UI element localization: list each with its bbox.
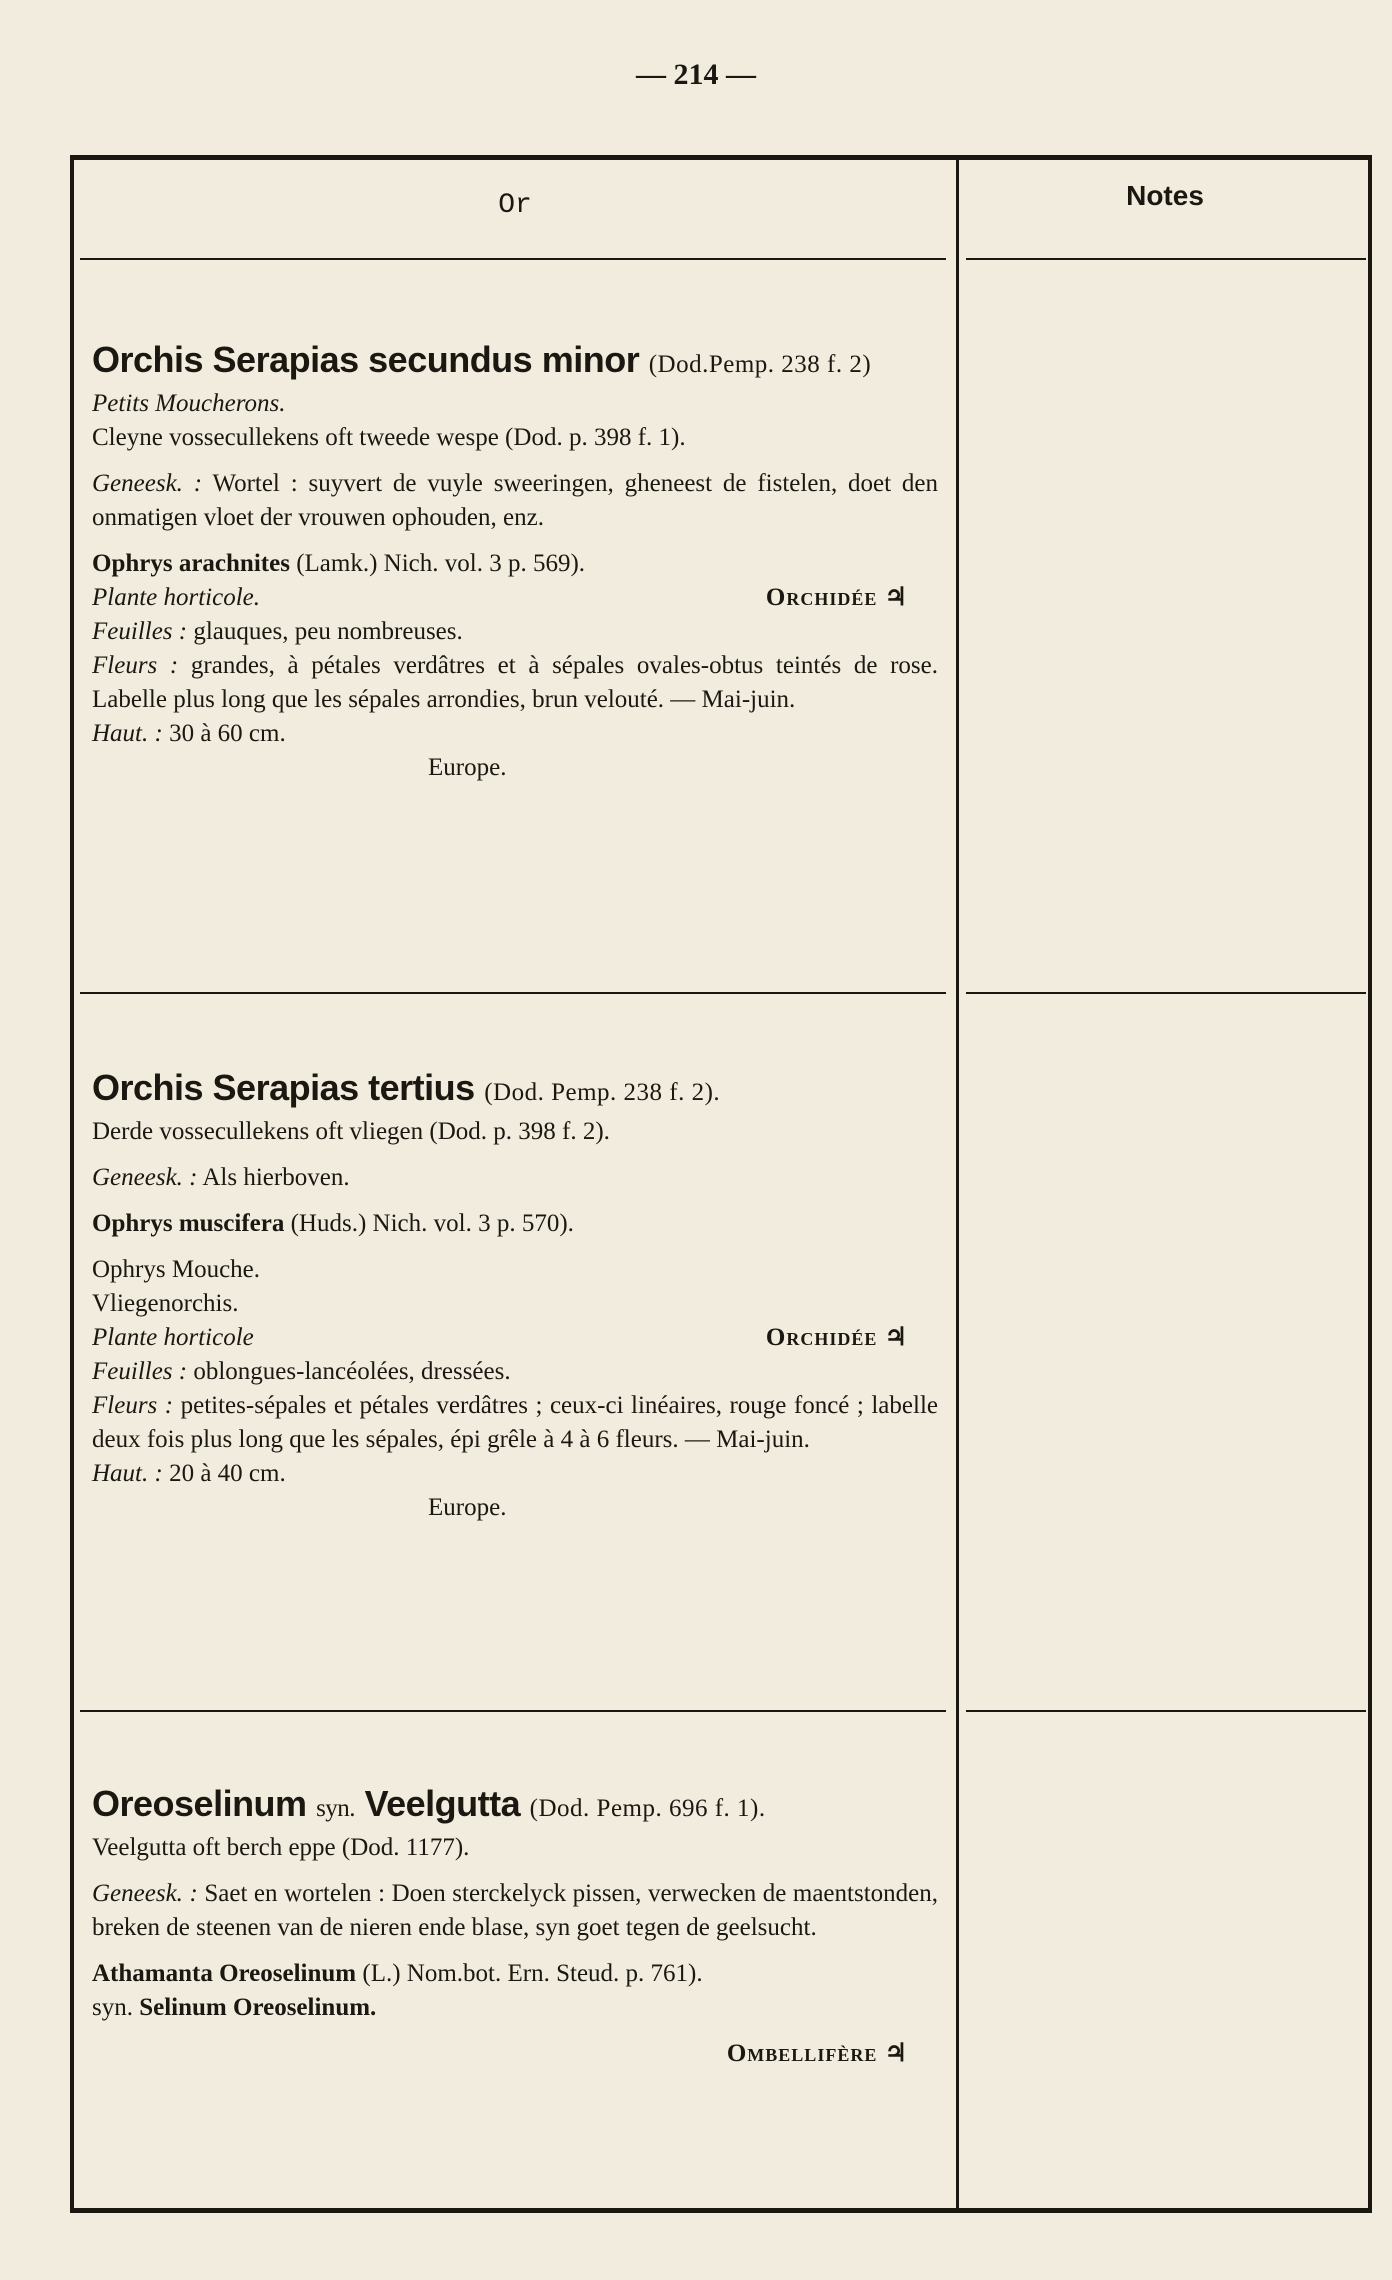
family-line — [92, 2037, 938, 2071]
origin: Europe. — [428, 754, 507, 781]
geneesk-text: Saet en wortelen : Doen sterckelyck pissen, verwecken de maentstonden, breken de steenen van de nieren ende blase, syn goet tegen de geelsucht. — [92, 1880, 938, 1941]
geneesk-paragraph — [92, 467, 938, 535]
family-label: Orchidée ♃ — [765, 584, 908, 611]
family-label: Orchidée ♃ — [765, 1324, 908, 1351]
plante-label: Plante horticole. — [92, 584, 261, 611]
synonym-prefix: syn. — [92, 1994, 133, 2021]
header-rule-right — [966, 258, 1366, 260]
haut-text: 30 à 60 cm. — [169, 720, 286, 747]
plante-label: Plante horticole — [92, 1324, 254, 1351]
header-rule-left — [80, 258, 946, 260]
synonym-line — [92, 1991, 938, 2025]
entry-orchis-serapias-tertius — [92, 1066, 938, 1525]
entry-title — [92, 1782, 938, 1831]
modern-name: Ophrys arachnites — [92, 550, 290, 577]
entry-title-text: Oreoselinum — [92, 1783, 307, 1824]
haut-text: 20 à 40 cm. — [169, 1460, 286, 1487]
feuilles-text: glauques, peu nombreuses. — [193, 618, 463, 645]
column-header-notes: Notes — [1126, 180, 1204, 211]
entry-reference: (Dod.Pemp. 238 f. 2) — [648, 351, 872, 378]
row-separator-2-left — [80, 1710, 946, 1712]
fleurs-text: petites-sépales et pétales verdâtres ; ceux-ci linéaires, rouge foncé ; labelle deux fois plus long que les sépales, épi grêle à 4 à 6 fleurs. — Mai-juin. — [92, 1392, 938, 1453]
origin: Europe. — [428, 1494, 507, 1521]
fleurs-paragraph — [92, 649, 938, 717]
haut-line — [92, 717, 938, 751]
synonym-marker: syn. — [316, 1795, 356, 1822]
entry-title — [92, 338, 938, 387]
alt-name-nl: Vliegenorchis. — [92, 1290, 239, 1317]
feuilles-line — [92, 1355, 938, 1389]
entry-orchis-serapias-secundus — [92, 338, 938, 785]
synonym-name: Selinum Oreoselinum. — [139, 1994, 377, 2021]
fleurs-label: Fleurs : — [92, 652, 179, 679]
haut-label: Haut. : — [92, 1460, 163, 1487]
feuilles-label: Feuilles : — [92, 618, 188, 645]
entry-reference: (Dod. Pemp. 696 f. 1). — [529, 1795, 766, 1822]
modern-reference: (Huds.) Nich. vol. 3 p. 570). — [290, 1210, 574, 1237]
modern-name-line — [92, 547, 938, 581]
geneesk-text: Wortel : suyvert de vuyle sweeringen, gheneest de fistelen, doet den onmatigen vloet der vrouwen ophouden, enz. — [92, 470, 938, 531]
feuilles-label: Feuilles : — [92, 1358, 188, 1385]
geneesk-label: Geneesk. : — [92, 1164, 198, 1191]
column-header-or: Or — [498, 190, 532, 221]
modern-name: Athamanta Oreoselinum — [92, 1960, 357, 1987]
family-label: Ombellifère ♃ — [726, 2040, 908, 2067]
plante-family-row — [92, 1321, 938, 1355]
common-name-fr: Petits Moucherons. — [92, 390, 286, 417]
column-divider — [956, 155, 959, 2213]
modern-reference: (L.) Nom.bot. Ern. Steud. p. 761). — [362, 1960, 703, 1987]
haut-label: Haut. : — [92, 720, 163, 747]
feuilles-line — [92, 615, 938, 649]
geneesk-text: Als hierboven. — [202, 1164, 350, 1191]
geneesk-paragraph — [92, 1877, 938, 1945]
page-number: — 214 — — [636, 58, 756, 91]
entry-title — [92, 1066, 938, 1115]
plante-family-row — [92, 581, 938, 615]
common-name-nl: Derde vossecullekens oft vliegen (Dod. p. 398 f. 2). — [92, 1118, 610, 1145]
alt-name-fr: Ophrys Mouche. — [92, 1256, 261, 1283]
entry-title-text: Orchis Serapias tertius — [92, 1067, 475, 1108]
fleurs-paragraph — [92, 1389, 938, 1457]
entry-title-text: Orchis Serapias secundus minor — [92, 339, 640, 380]
modern-name-line — [92, 1957, 938, 1991]
common-name-nl: Cleyne vossecullekens oft tweede wespe (Dod. p. 398 f. 1). — [92, 424, 686, 451]
geneesk-paragraph — [92, 1161, 938, 1195]
geneesk-label: Geneesk. : — [92, 1880, 198, 1907]
modern-reference: (Lamk.) Nich. vol. 3 p. 569). — [296, 550, 586, 577]
feuilles-text: oblongues-lancéolées, dressées. — [193, 1358, 511, 1385]
fleurs-label: Fleurs : — [92, 1392, 174, 1419]
modern-name: Ophrys muscifera — [92, 1210, 285, 1237]
entry-reference: (Dod. Pemp. 238 f. 2). — [484, 1079, 721, 1106]
geneesk-label: Geneesk. : — [92, 470, 203, 497]
entry-title-synonym: Veelgutta — [364, 1783, 521, 1824]
row-separator-1-left — [80, 992, 946, 994]
modern-name-line — [92, 1207, 938, 1241]
fleurs-text: grandes, à pétales verdâtres et à sépales ovales-obtus teintés de rose. Labelle plus long que les sépales arrondies, brun velouté. — Mai-juin. — [92, 652, 938, 713]
row-separator-1-right — [966, 992, 1366, 994]
common-name-nl: Veelgutta oft berch eppe (Dod. 1177). — [92, 1834, 470, 1861]
haut-line — [92, 1457, 938, 1491]
entry-oreoselinum — [92, 1782, 938, 2071]
row-separator-2-right — [966, 1710, 1366, 1712]
